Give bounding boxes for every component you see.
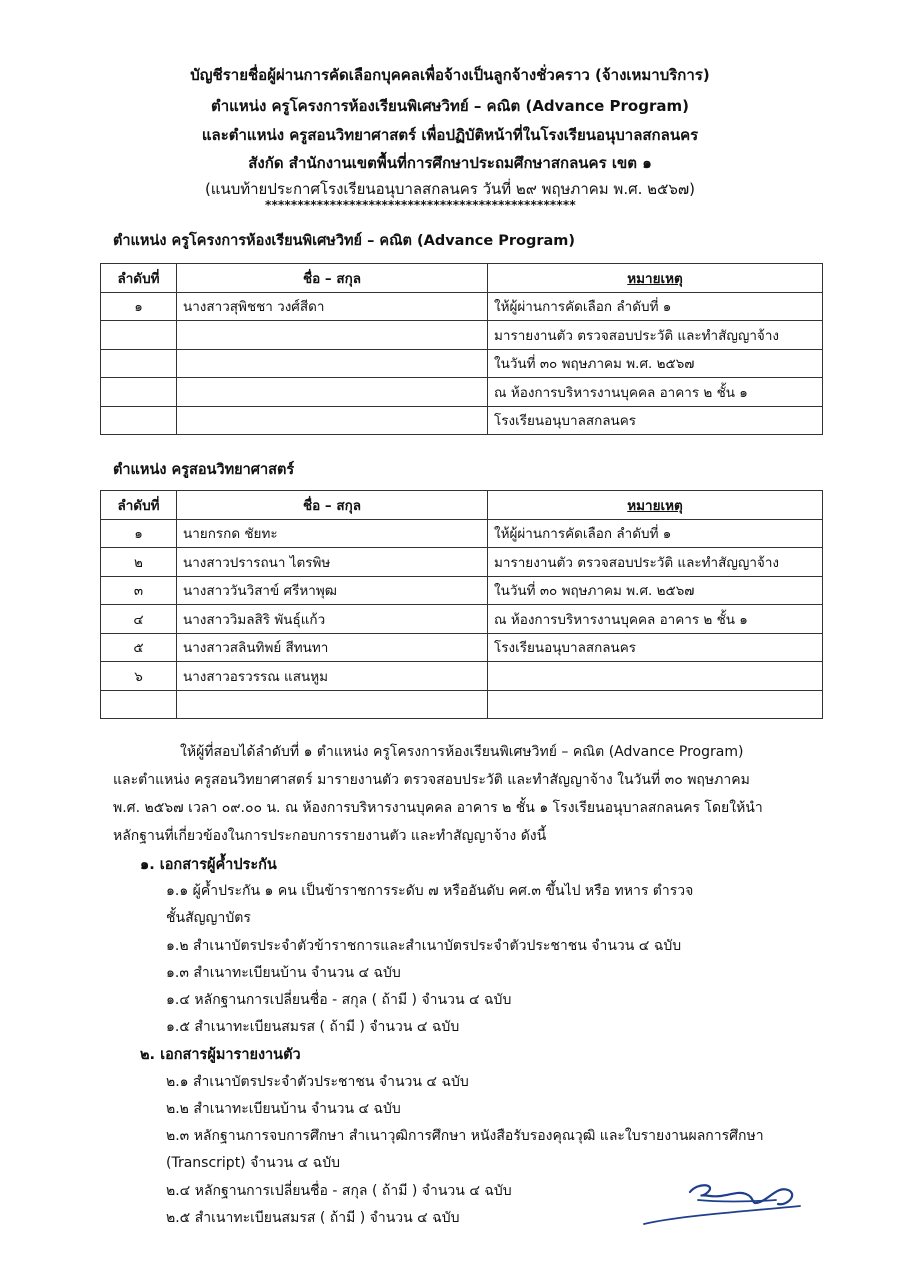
row-order bbox=[101, 690, 177, 719]
signature-image bbox=[638, 1172, 808, 1232]
row-name bbox=[177, 378, 488, 407]
row-note: ในวันที่ ๓๐ พฤษภาคม พ.ศ. ๒๕๖๗ bbox=[488, 576, 823, 605]
row-name bbox=[177, 321, 488, 350]
row-note: ณ ห้องการบริหารงานบุคคล อาคาร ๒ ชั้น ๑ bbox=[488, 605, 823, 634]
col-header-note: หมายเหตุ bbox=[488, 491, 823, 520]
row-name: นายกรกด ชัยทะ bbox=[177, 519, 488, 548]
list1-title: ๑. เอกสารผู้ค้ำประกัน bbox=[140, 857, 277, 873]
col-header-order: ลำดับที่ bbox=[101, 264, 177, 293]
col-header-name: ชื่อ – สกุล bbox=[177, 491, 488, 520]
list2-item-1: ๒.๑ สำเนาบัตรประจำตัวประชาชน จำนวน ๔ ฉบับ bbox=[166, 1074, 469, 1090]
list1-item-2: ๑.๒ สำเนาบัตรประจำตัวข้าราชการและสำเนาบัตรประจำตัวประชาชน จำนวน ๔ ฉบับ bbox=[166, 938, 682, 954]
row-name: นางสาวปรารถนา ไตรพิษ bbox=[177, 548, 488, 577]
table-row bbox=[101, 548, 823, 577]
list1-item-1: ๑.๑ ผู้ค้ำประกัน ๑ คน เป็นข้าราชการระดับ ๗ หรืออันดับ คศ.๓ ขึ้นไป หรือ ทหาร ตำรวจ bbox=[166, 883, 694, 899]
list2-item-3-cont: (Transcript) จำนวน ๔ ฉบับ bbox=[166, 1155, 340, 1171]
table-row bbox=[101, 378, 823, 407]
row-note: มารายงานตัว ตรวจสอบประวัติ และทำสัญญาจ้าง bbox=[488, 321, 823, 350]
list2-item-5: ๒.๕ สำเนาทะเบียนสมรส ( ถ้ามี ) จำนวน ๔ ฉบับ bbox=[166, 1210, 460, 1226]
row-name: นางสาวสลินทิพย์ สีทนทา bbox=[177, 633, 488, 662]
row-order: ๑ bbox=[101, 292, 177, 321]
header-line-5: (แนบท้ายประกาศโรงเรียนอนุบาลสกลนคร วันที่ ๒๙ พฤษภาคม พ.ศ. ๒๕๖๗) bbox=[204, 180, 696, 198]
table-row bbox=[101, 406, 823, 435]
row-order: ๓ bbox=[101, 576, 177, 605]
row-order bbox=[101, 349, 177, 378]
row-order: ๖ bbox=[101, 662, 177, 691]
paragraph-line-3: พ.ศ. ๒๕๖๗ เวลา ๐๙.๐๐ น. ณ ห้องการบริหารงานบุคคล อาคาร ๒ ชั้น ๑ โรงเรียนอนุบาลสกลนคร โดยให้นำ bbox=[113, 800, 763, 816]
col-header-order: ลำดับที่ bbox=[101, 491, 177, 520]
table-row bbox=[101, 605, 823, 634]
table-row bbox=[101, 292, 823, 321]
row-name bbox=[177, 690, 488, 719]
list1-item-4: ๑.๔ หลักฐานการเปลี่ยนชื่อ - สกุล ( ถ้ามี ) จำนวน ๔ ฉบับ bbox=[166, 992, 512, 1008]
section2-table bbox=[100, 490, 823, 719]
row-order: ๒ bbox=[101, 548, 177, 577]
table-row bbox=[101, 690, 823, 719]
header-line-1: บัญชีรายชื่อผู้ผ่านการคัดเลือกบุคคลเพื่อจ้างเป็นลูกจ้างชั่วคราว (จ้างเหมาบริการ) bbox=[190, 66, 710, 84]
list1-item-3: ๑.๓ สำเนาทะเบียนบ้าน จำนวน ๔ ฉบับ bbox=[166, 965, 401, 981]
table-row bbox=[101, 633, 823, 662]
list2-item-4: ๒.๔ หลักฐานการเปลี่ยนชื่อ - สกุล ( ถ้ามี ) จำนวน ๔ ฉบับ bbox=[166, 1183, 512, 1199]
row-order: ๑ bbox=[101, 519, 177, 548]
row-note: ให้ผู้ผ่านการคัดเลือก ลำดับที่ ๑ bbox=[488, 519, 823, 548]
paragraph-line-2: และตำแหน่ง ครูสอนวิทยาศาสตร์ มารายงานตัว ตรวจสอบประวัติ และทำสัญญาจ้าง ในวันที่ ๓๐ พฤษภาคม bbox=[113, 772, 750, 788]
row-name bbox=[177, 406, 488, 435]
list1-item-1-cont: ชั้นสัญญาบัตร bbox=[166, 910, 251, 926]
row-order bbox=[101, 378, 177, 407]
row-note: ในวันที่ ๓๐ พฤษภาคม พ.ศ. ๒๕๖๗ bbox=[488, 349, 823, 378]
list2-title: ๒. เอกสารผู้มารายงานตัว bbox=[140, 1047, 301, 1063]
table-header-row bbox=[101, 264, 823, 293]
paragraph-line-4: หลักฐานที่เกี่ยวข้องในการประกอบการรายงานตัว และทำสัญญาจ้าง ดังนี้ bbox=[113, 828, 547, 844]
section1-title: ตำแหน่ง ครูโครงการห้องเรียนพิเศษวิทย์ – คณิต (Advance Program) bbox=[113, 233, 576, 249]
row-note: โรงเรียนอนุบาลสกลนคร bbox=[488, 406, 823, 435]
row-order: ๕ bbox=[101, 633, 177, 662]
row-name: นางสาวอรวรรณ แสนหูม bbox=[177, 662, 488, 691]
table-row bbox=[101, 576, 823, 605]
row-order bbox=[101, 321, 177, 350]
row-note: ณ ห้องการบริหารงานบุคคล อาคาร ๒ ชั้น ๑ bbox=[488, 378, 823, 407]
table-header-row bbox=[101, 491, 823, 520]
row-note bbox=[488, 690, 823, 719]
row-order: ๔ bbox=[101, 605, 177, 634]
table-row bbox=[101, 321, 823, 350]
row-name bbox=[177, 349, 488, 378]
table-row bbox=[101, 662, 823, 691]
row-name: นางสาววันวิสาข์ ศรีหาพุฒ bbox=[177, 576, 488, 605]
list2-item-3: ๒.๓ หลักฐานการจบการศึกษา สำเนาวุฒิการศึกษา หนังสือรับรองคุณวุฒิ และใบรายงานผลการศึกษา bbox=[166, 1128, 764, 1144]
row-note bbox=[488, 662, 823, 691]
row-note: ให้ผู้ผ่านการคัดเลือก ลำดับที่ ๑ bbox=[488, 292, 823, 321]
row-note: โรงเรียนอนุบาลสกลนคร bbox=[488, 633, 823, 662]
row-order bbox=[101, 406, 177, 435]
star-divider: ************************************************ bbox=[265, 198, 576, 212]
paragraph-line-1: ให้ผู้ที่สอบได้ลำดับที่ ๑ ตำแหน่ง ครูโครงการห้องเรียนพิเศษวิทย์ – คณิต (Advance Program) bbox=[180, 744, 744, 760]
header-line-2: ตำแหน่ง ครูโครงการห้องเรียนพิเศษวิทย์ – คณิต (Advance Program) bbox=[211, 97, 689, 115]
row-name: นางสาววิมลสิริ พันธุ์แก้ว bbox=[177, 605, 488, 634]
list2-item-2: ๒.๒ สำเนาทะเบียนบ้าน จำนวน ๔ ฉบับ bbox=[166, 1101, 401, 1117]
header-line-3: และตำแหน่ง ครูสอนวิทยาศาสตร์ เพื่อปฏิบัติหน้าที่ในโรงเรียนอนุบาลสกลนคร bbox=[201, 126, 699, 144]
row-name: นางสาวสุพิชชา วงศ์สีดา bbox=[177, 292, 488, 321]
col-header-note: หมายเหตุ bbox=[488, 264, 823, 293]
table-row bbox=[101, 349, 823, 378]
col-header-name: ชื่อ – สกุล bbox=[177, 264, 488, 293]
row-note: มารายงานตัว ตรวจสอบประวัติ และทำสัญญาจ้าง bbox=[488, 548, 823, 577]
section2-title: ตำแหน่ง ครูสอนวิทยาศาสตร์ bbox=[113, 462, 295, 478]
section1-table bbox=[100, 263, 823, 435]
table-row bbox=[101, 519, 823, 548]
header-line-4: สังกัด สำนักงานเขตพื้นที่การศึกษาประถมศึกษาสกลนคร เขต ๑ bbox=[248, 154, 652, 172]
list1-item-5: ๑.๕ สำเนาทะเบียนสมรส ( ถ้ามี ) จำนวน ๔ ฉบับ bbox=[166, 1019, 460, 1035]
